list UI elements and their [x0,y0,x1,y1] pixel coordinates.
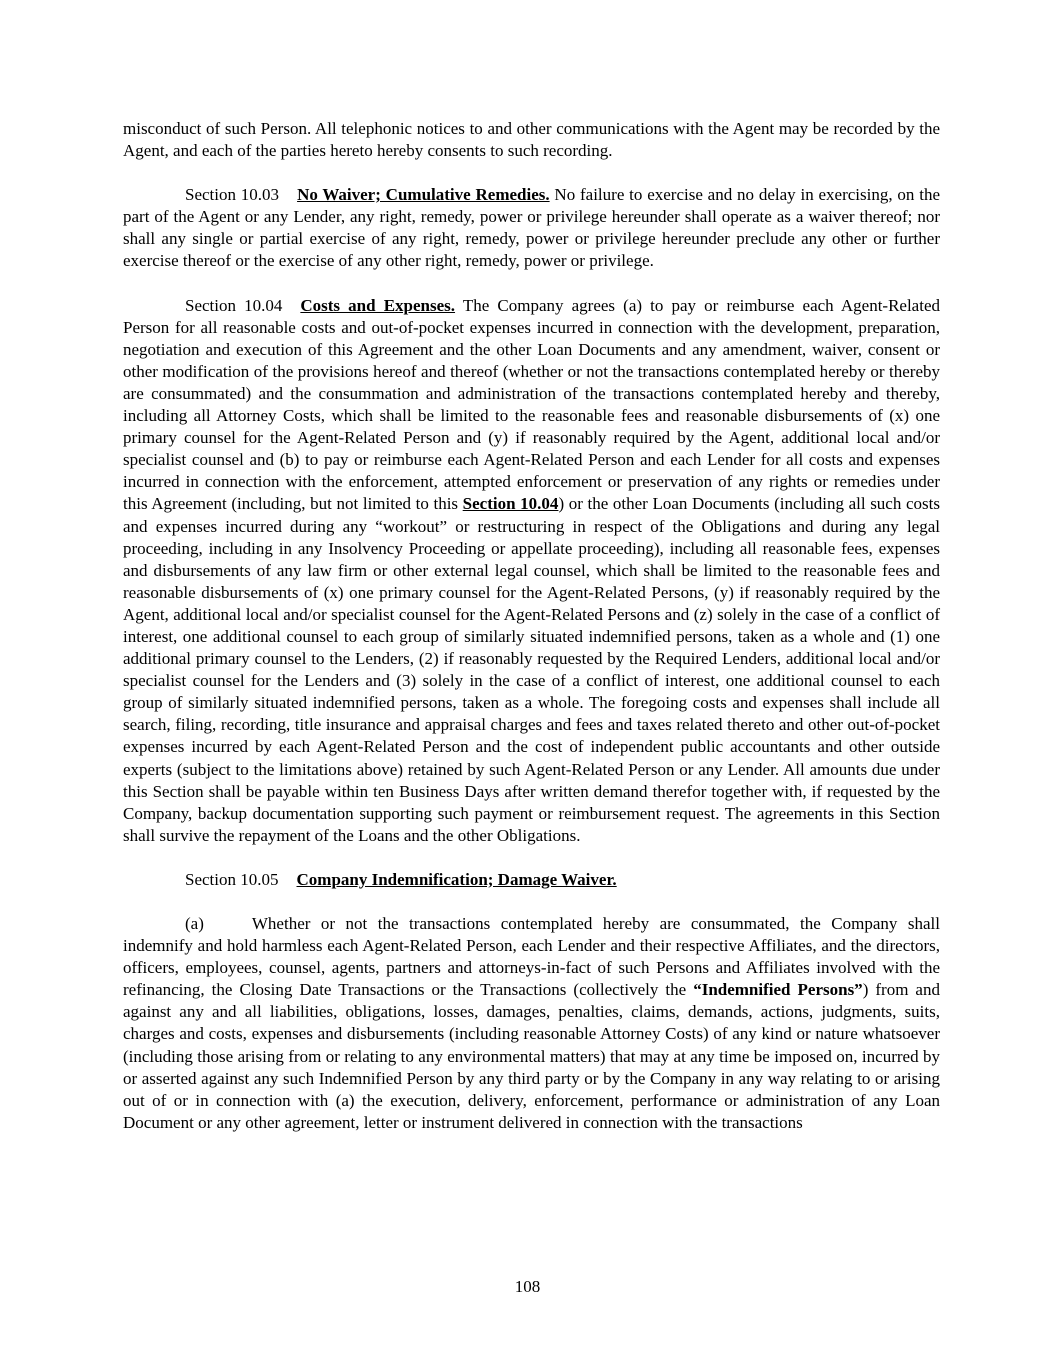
section-10-05-heading-paragraph [123,869,940,891]
clause-a-body-part1: Whether or not the transactions contemplated hereby are consummated, the Company shall indemnify and hold harmless each Agent-Related Person, each Lender and their respective Affiliates, and the directors, officers, employees, counsel, agents, partners and attorneys-in-fact of such Persons and Affiliates involved with the refinancing, the Closing Date Transactions or the Transactions (collectively the [123,914,940,1000]
section-10-03-heading: No Waiver; Cumulative Remedies. [297,185,550,205]
defined-term-indemnified-persons: “Indemnified Persons” [693,980,863,1000]
section-10-03-paragraph [123,184,940,272]
clause-a-paragraph [123,913,940,1134]
section-10-04-body-part2: ) or the other Loan Documents (including all such costs and expenses incurred during any “workout” or restructuring in respect of the Obligations and during any legal proceeding, including in any Insolvency Proceeding or appellate proceeding), including all reasonable fees, expenses and disbursements of any law firm or other external legal counsel, which shall be limited to the reasonable fees and reasonable disbursements of (x) one primary counsel for the Agent-Related Persons, (y) if reasonably required by the Agent, additional local and/or specialist counsel for the Agent-Related Persons and (z) solely in the case of a conflict of interest, one additional counsel to each group of similarly situated indemnified persons, taken as a whole and (1) one additional primary counsel to the Lenders, (2) if reasonably requested by the Required Lenders, additional local and/or specialist counsel for the Lenders and (3) solely in the case of a conflict of interest, one additional counsel to each group of similarly situated indemnified persons, taken as a whole. The foregoing costs and expenses shall include all search, filing, recording, title insurance and appraisal charges and fees and taxes related thereto and other out-of-pocket expenses incurred by each Agent-Related Person and the cost of independent public accountants and other outside experts (subject to the limitations above) retained by such Agent-Related Person or any Lender. All amounts due under this Section shall be payable within ten Business Days after written demand therefor together with, if requested by the Company, backup documentation supporting such payment or reimbursement request. The agreements in this Section shall survive the repayment of the Loans and the other Obligations. [123,494,940,845]
section-10-05-heading: Company Indemnification; Damage Waiver. [296,869,617,889]
section-10-03-label: Section 10.03 [185,185,280,205]
section-10-05-label: Section 10.05 [185,869,279,889]
section-10-04-body-part1: The Company agrees (a) to pay or reimburse each Agent-Related Person for all reasonable costs and out-of-pocket expenses incurred in connection with the development, preparation, negotiation and execution of this Agreement and the other Loan Documents and any amendment, waiver, consent or other modification of the provisions hereof and thereof (whether or not the transactions contemplated hereby or thereby are consummated) and the consummation and administration of the transactions contemplated hereby and thereby, including all Attorney Costs, which shall be limited to the reasonable fees and reasonable disbursements of (x) one primary counsel for the Agent-Related Person and (y) if reasonably required by the Agent, additional local and/or specialist counsel and (b) to pay or reimburse each Agent-Related Person and each Lender for all costs and expenses incurred in connection with the enforcement, attempted enforcement or preservation of any rights or remedies under this Agreement (including, but not limited to this [123,295,940,514]
paragraph-continuation [123,118,940,162]
page-number: 108 [514,1277,541,1296]
paragraph-continuation-text: misconduct of such Person. All telephonic notices to and other communications with the Agent may be recorded by the Agent, and each of the parties hereto hereby consents to such recording. [123,119,940,161]
section-10-04-label: Section 10.04 [185,295,283,315]
section-10-04-paragraph [123,295,940,847]
section-10-04-heading: Costs and Expenses. [300,295,456,315]
clause-a-body-part2: ) from and against any and all liabilities, obligations, losses, damages, penalties, claims, demands, actions, judgments, suits, charges and costs, expenses and disbursements (including reasonable Attorney Costs) of any kind or nature whatsoever (including those arising from or relating to any environmental matters) that may at any time be imposed on, incurred by or asserted against any such Indemnified Person by any third party or by the Company in any way relating to or arising out of or in connection with (a) the execution, delivery, enforcement, performance or administration of any Loan Document or any other agreement, letter or instrument delivered in connection with the transactions [123,980,940,1132]
section-10-04-cross-reference: Section 10.04 [462,494,559,514]
section-10-03-body: No failure to exercise and no delay in exercising, on the part of the Agent or any Lender, any right, remedy, power or privilege hereunder shall operate as a waiver thereof; nor shall any single or partial exercise of any right, remedy, power or privilege hereunder preclude any other or further exercise thereof or the exercise of any other right, remedy, power or privilege. [123,185,940,271]
clause-a-label: (a) [185,914,204,933]
